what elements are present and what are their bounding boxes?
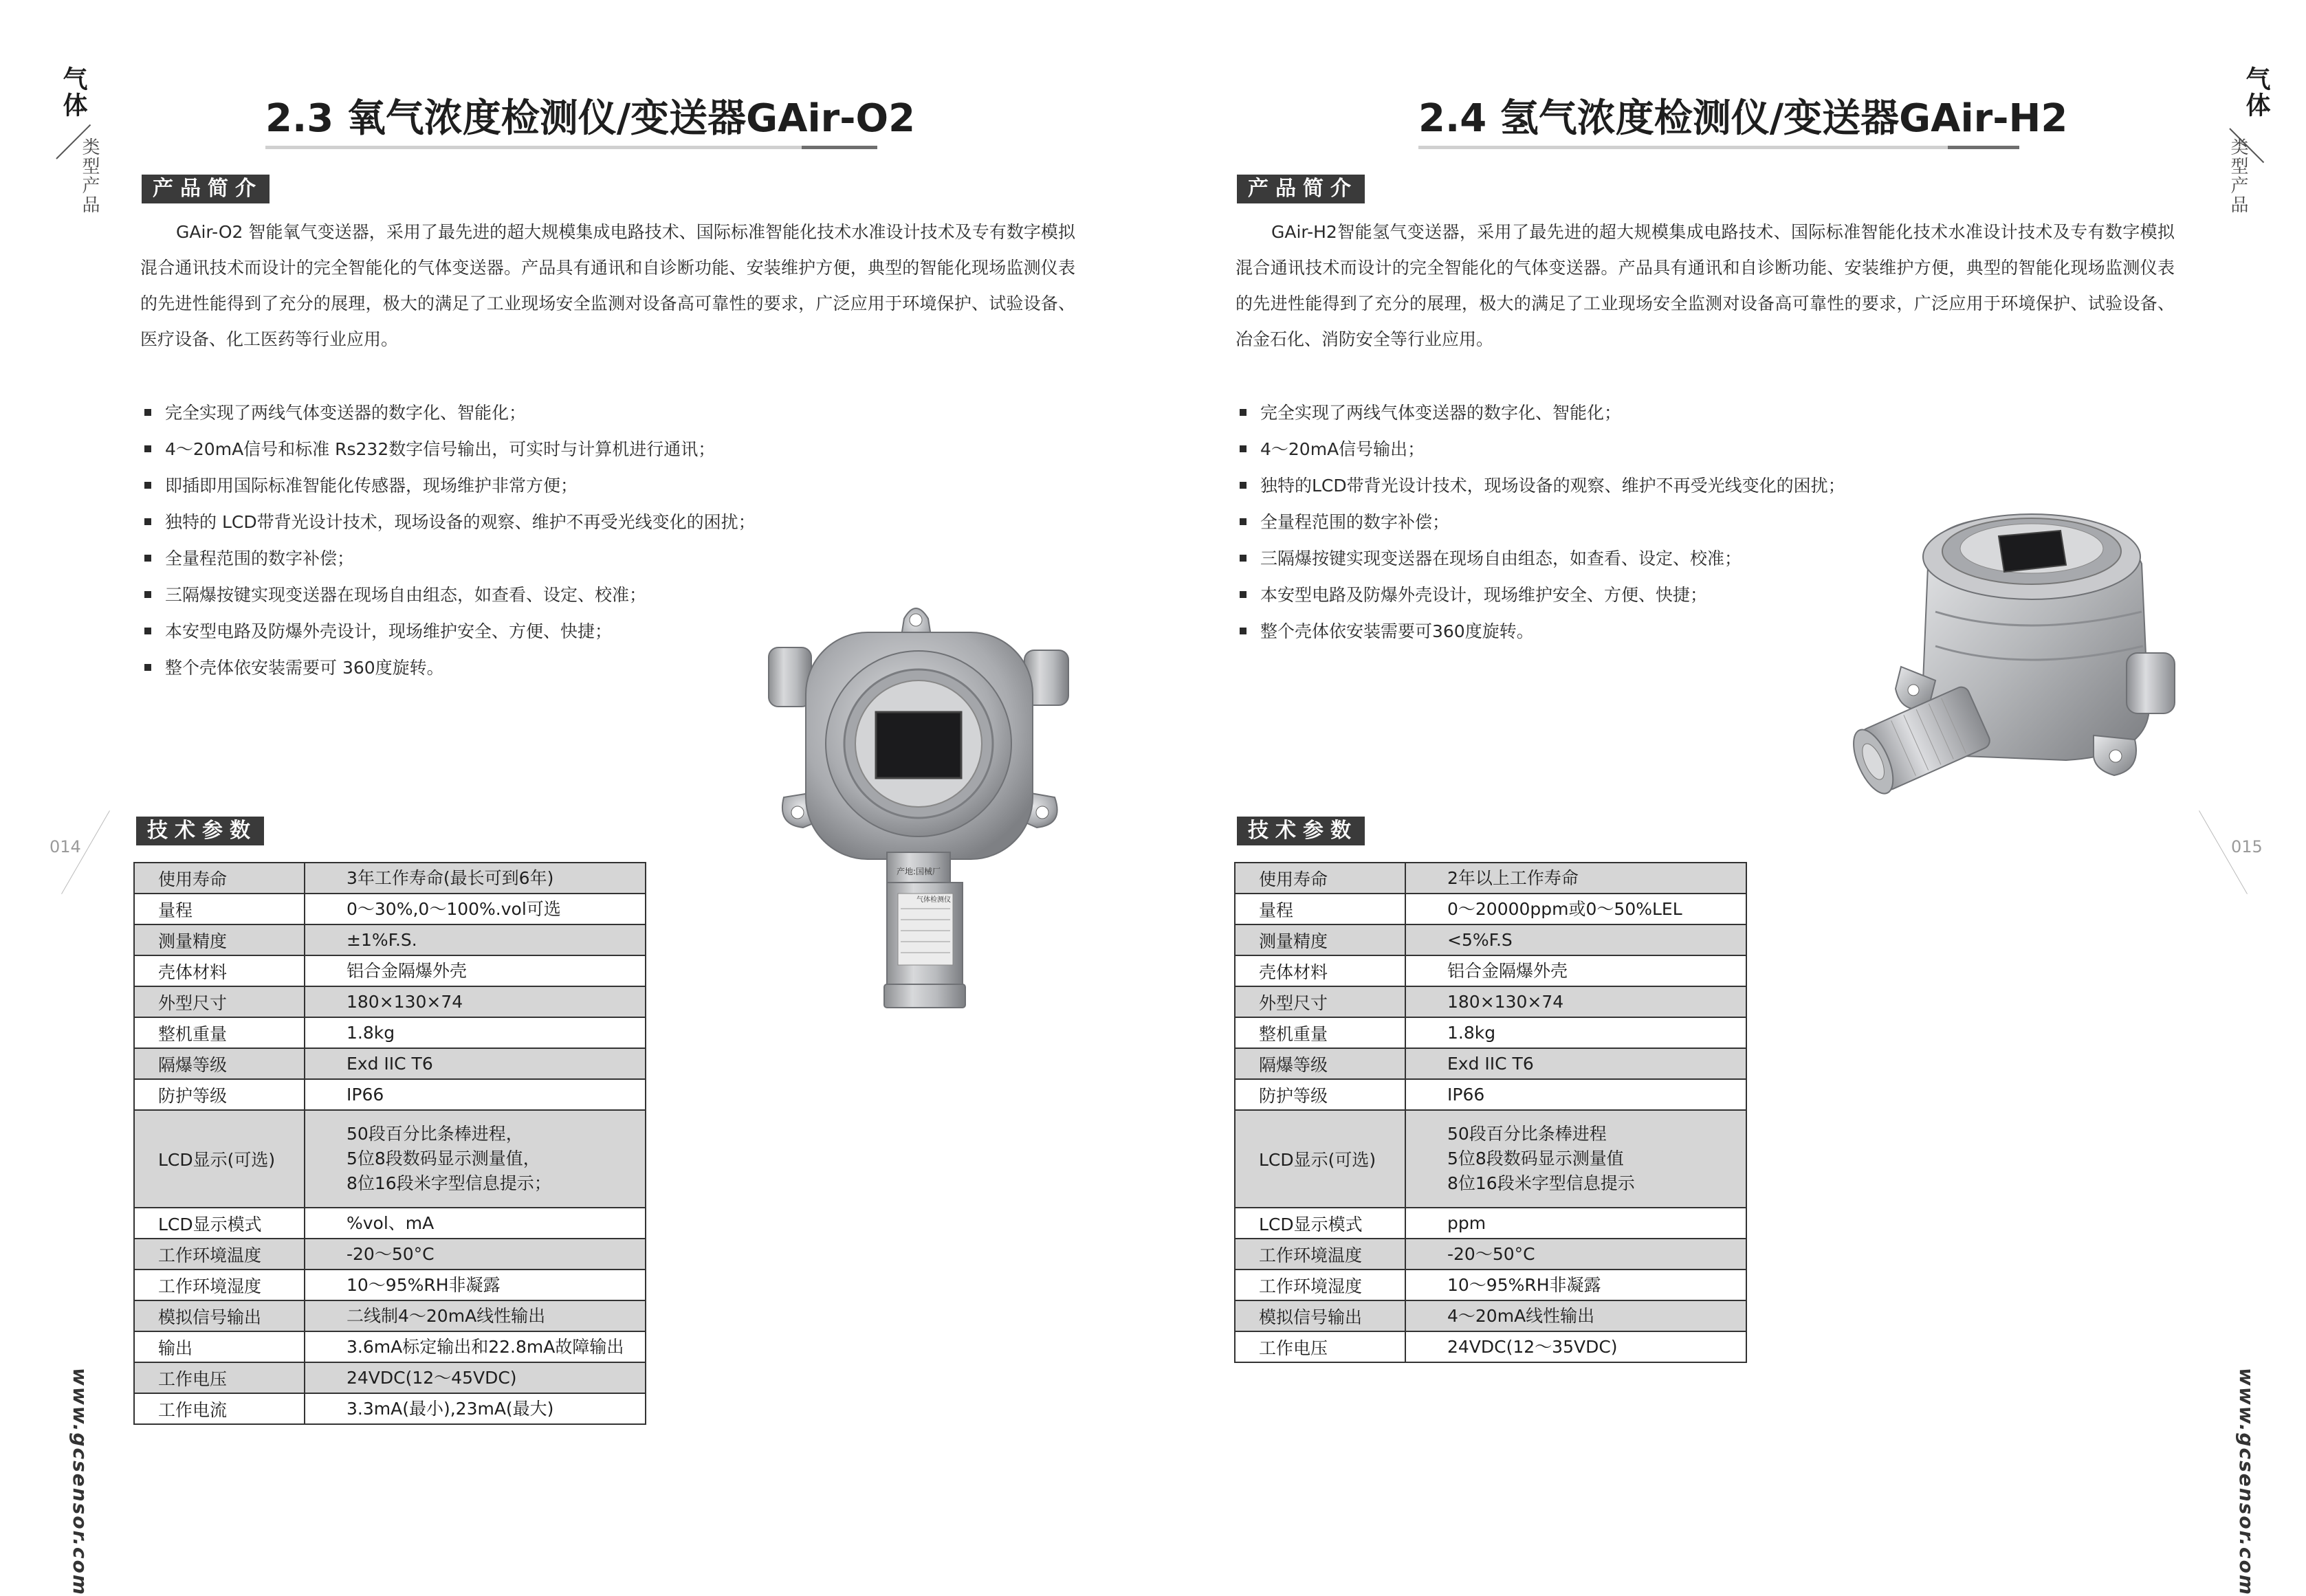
spec-value: ±1%F.S. bbox=[305, 924, 646, 955]
bullet-square-icon bbox=[1240, 628, 1247, 634]
spec-key: 外型尺寸 bbox=[134, 986, 305, 1017]
bullet-square-icon bbox=[144, 482, 151, 489]
feature-item bbox=[140, 540, 756, 577]
feature-text: 独特的 LCD带背光设计技术，现场设备的观察、维护不再受光线变化的困扰； bbox=[165, 512, 756, 532]
spec-row bbox=[1235, 924, 1746, 955]
spec-value: 24VDC(12～35VDC) bbox=[1405, 1331, 1746, 1362]
spec-row bbox=[1235, 986, 1746, 1017]
product-name-label: 气体检测仪 bbox=[916, 896, 951, 904]
feature-item bbox=[1236, 395, 1845, 431]
feature-list bbox=[1236, 395, 1845, 650]
spec-value bbox=[305, 1110, 646, 1208]
spec-badge: 技术参数 bbox=[136, 817, 264, 845]
spec-key: 使用寿命 bbox=[1235, 863, 1405, 894]
right-page bbox=[1153, 0, 2306, 1596]
spec-row bbox=[134, 1393, 646, 1424]
spec-row bbox=[134, 894, 646, 924]
spec-row bbox=[1235, 955, 1746, 986]
spec-row bbox=[134, 924, 646, 955]
feature-item bbox=[140, 577, 756, 613]
side-url: www.gcsensor.com bbox=[2235, 1368, 2258, 1596]
spec-value: 二线制4～20mA线性输出 bbox=[305, 1300, 646, 1331]
bullet-square-icon bbox=[144, 591, 151, 598]
spec-key: 模拟信号输出 bbox=[134, 1300, 305, 1331]
feature-text: 即插即用国际标准智能化传感器，现场维护非常方便； bbox=[165, 476, 578, 496]
spec-key: 隔爆等级 bbox=[1235, 1048, 1405, 1079]
feature-item bbox=[1236, 540, 1845, 577]
spec-row bbox=[1235, 1300, 1746, 1331]
page-number: 015 bbox=[2231, 837, 2263, 856]
spec-key: LCD显示(可选) bbox=[1235, 1110, 1405, 1208]
bullet-square-icon bbox=[1240, 409, 1247, 416]
bullet-square-icon bbox=[1240, 591, 1247, 598]
spec-value-line: 5位8段数码显示测量值 bbox=[1447, 1149, 1624, 1168]
spec-value: 0～30%,0～100%.vol可选 bbox=[305, 894, 646, 924]
spec-key: 量程 bbox=[134, 894, 305, 924]
spec-key: 输出 bbox=[134, 1331, 305, 1362]
bullet-square-icon bbox=[144, 628, 151, 634]
spec-value: IP66 bbox=[305, 1079, 646, 1110]
spec-row bbox=[1235, 1017, 1746, 1048]
spec-row bbox=[1235, 1270, 1746, 1300]
spec-value: Exd IIC T6 bbox=[1405, 1048, 1746, 1079]
spec-table bbox=[133, 862, 646, 1425]
intro-paragraph: GAir-H2智能氢气变送器，采用了最先进的超大规模集成电路技术、国际标准智能化技术水准设计技术及专有数字模拟混合通讯技术而设计的完全智能化的气体变送器。产品具有通讯和自诊断功能、安装维护方便，典型的智能化现场监测仪表的先进性能得到了充分的展理，极大的满足了工业现场安全监测对设备高可靠性的要求，广泛应用于环境保护、试验设备、冶金石化、消防安全等行业应用。 bbox=[1236, 222, 2175, 349]
feature-item bbox=[140, 431, 756, 467]
spec-value: 180×130×74 bbox=[305, 986, 646, 1017]
feature-text: 三隔爆按键实现变送器在现场自由组态，如查看、设定、校准； bbox=[1260, 548, 1742, 568]
bullet-square-icon bbox=[144, 409, 151, 416]
spec-key: 隔爆等级 bbox=[134, 1048, 305, 1079]
spec-value: ppm bbox=[1405, 1208, 1746, 1239]
spec-key: 测量精度 bbox=[1235, 924, 1405, 955]
bullet-square-icon bbox=[1240, 445, 1247, 452]
spec-row bbox=[1235, 1331, 1746, 1362]
spec-row bbox=[134, 1048, 646, 1079]
feature-item bbox=[1236, 467, 1845, 504]
feature-item bbox=[140, 613, 756, 650]
feature-text: 完全实现了两线气体变送器的数字化、智能化； bbox=[1260, 403, 1622, 423]
feature-text: 整个壳体依安装需要可 360度旋转。 bbox=[165, 658, 444, 678]
spec-value: 0～20000ppm或0～50%LEL bbox=[1405, 894, 1746, 924]
spec-key: 模拟信号输出 bbox=[1235, 1300, 1405, 1331]
title-underline bbox=[265, 146, 877, 149]
spec-key: 工作电压 bbox=[134, 1362, 305, 1393]
spec-value-line: 8位16段米字型信息提示 bbox=[1447, 1173, 1635, 1193]
feature-text: 全量程范围的数字补偿； bbox=[1260, 512, 1450, 532]
spec-value: -20～50°C bbox=[1405, 1239, 1746, 1270]
spec-key: 使用寿命 bbox=[134, 863, 305, 894]
spec-value: 3年工作寿命(最长可到6年) bbox=[305, 863, 646, 894]
spec-key: 整机重量 bbox=[1235, 1017, 1405, 1048]
intro-badge: 产品简介 bbox=[1237, 175, 1365, 203]
spec-key: 壳体材料 bbox=[134, 955, 305, 986]
spec-row bbox=[1235, 1239, 1746, 1270]
spec-row bbox=[134, 1270, 646, 1300]
spec-row bbox=[134, 1331, 646, 1362]
spec-key: 工作环境湿度 bbox=[134, 1270, 305, 1300]
title-underline bbox=[1418, 146, 2019, 149]
spec-value: <5%F.S bbox=[1405, 924, 1746, 955]
feature-item bbox=[140, 395, 756, 431]
spec-value: 铝合金隔爆外壳 bbox=[1405, 955, 1746, 986]
bullet-square-icon bbox=[144, 555, 151, 562]
spec-value: 10～95%RH非凝露 bbox=[305, 1270, 646, 1300]
side-type-label: 类型产品 bbox=[79, 137, 100, 214]
spec-row bbox=[1235, 1208, 1746, 1239]
spec-row bbox=[1235, 1079, 1746, 1110]
spec-value: %vol、mA bbox=[305, 1208, 646, 1239]
spec-key: 防护等级 bbox=[1235, 1079, 1405, 1110]
side-url: www.gcsensor.com bbox=[69, 1368, 91, 1596]
product-image-h2 bbox=[1819, 509, 2197, 825]
bullet-square-icon bbox=[1240, 555, 1247, 562]
spec-key: 工作环境温度 bbox=[1235, 1239, 1405, 1270]
feature-text: 本安型电路及防爆外壳设计，现场维护安全、方便、快捷； bbox=[165, 621, 613, 641]
bullet-square-icon bbox=[144, 664, 151, 671]
spec-row bbox=[134, 863, 646, 894]
spec-row bbox=[1235, 863, 1746, 894]
spec-row bbox=[134, 986, 646, 1017]
feature-item bbox=[1236, 431, 1845, 467]
spec-row bbox=[134, 955, 646, 986]
spec-row bbox=[1235, 1110, 1746, 1208]
feature-text: 全量程范围的数字补偿； bbox=[165, 548, 355, 568]
bullet-square-icon bbox=[1240, 482, 1247, 489]
spec-value-line: 50段百分比条棒进程 bbox=[1447, 1124, 1607, 1144]
spec-value: 1.8kg bbox=[1405, 1017, 1746, 1048]
product-image-o2 bbox=[763, 591, 1079, 1017]
spec-key: 测量精度 bbox=[134, 924, 305, 955]
feature-item bbox=[140, 467, 756, 504]
feature-item bbox=[1236, 504, 1845, 540]
spec-row bbox=[134, 1110, 646, 1208]
spec-value: 铝合金隔爆外壳 bbox=[305, 955, 646, 986]
spec-value: 24VDC(12～45VDC) bbox=[305, 1362, 646, 1393]
spec-value: Exd IIC T6 bbox=[305, 1048, 646, 1079]
spec-key: 整机重量 bbox=[134, 1017, 305, 1048]
feature-text: 完全实现了两线气体变送器的数字化、智能化； bbox=[165, 403, 527, 423]
feature-text: 三隔爆按键实现变送器在现场自由组态，如查看、设定、校准； bbox=[165, 585, 647, 605]
spec-value: 180×130×74 bbox=[1405, 986, 1746, 1017]
spec-value: IP66 bbox=[1405, 1079, 1746, 1110]
spec-key: LCD显示模式 bbox=[134, 1208, 305, 1239]
spec-key: 工作电流 bbox=[134, 1393, 305, 1424]
spec-row bbox=[134, 1300, 646, 1331]
bullet-square-icon bbox=[144, 518, 151, 525]
side-category: 气体 bbox=[2242, 66, 2270, 118]
feature-list bbox=[140, 395, 756, 686]
intro-badge: 产品简介 bbox=[142, 175, 270, 203]
intro-paragraph: GAir-O2 智能氧气变送器，采用了最先进的超大规模集成电路技术、国际标准智能化技术水准设计技术及专有数字模拟混合通讯技术而设计的完全智能化的气体变送器。产品具有通讯和自诊断功能、安装维护方便，典型的智能化现场监测仪表的先进性能得到了充分的展理，极大的满足了工业现场安全监测对设备高可靠性的要求，广泛应用于环境保护、试验设备、医疗设备、化工医药等行业应用。 bbox=[140, 222, 1075, 349]
page-title: 2.3 氧气浓度检测仪/变送器GAir-O2 bbox=[265, 96, 916, 141]
spec-row bbox=[134, 1208, 646, 1239]
spec-key: 壳体材料 bbox=[1235, 955, 1405, 986]
intro-text bbox=[1236, 214, 2175, 357]
spec-row bbox=[1235, 1048, 1746, 1079]
spec-value: 4～20mA线性输出 bbox=[1405, 1300, 1746, 1331]
feature-item bbox=[1236, 613, 1845, 650]
spec-value: 10～95%RH非凝露 bbox=[1405, 1270, 1746, 1300]
spec-row bbox=[134, 1017, 646, 1048]
feature-text: 本安型电路及防爆外壳设计，现场维护安全、方便、快捷； bbox=[1260, 585, 1708, 605]
feature-item bbox=[140, 504, 756, 540]
feature-text: 整个壳体依安装需要可360度旋转。 bbox=[1260, 621, 1534, 641]
spec-key: 量程 bbox=[1235, 894, 1405, 924]
spec-value-line: 50段百分比条棒进程， bbox=[347, 1124, 523, 1144]
spec-value-line: 8位16段米字型信息提示； bbox=[347, 1173, 551, 1193]
spec-value: 2年以上工作寿命 bbox=[1405, 863, 1746, 894]
spec-key: 防护等级 bbox=[134, 1079, 305, 1110]
bullet-square-icon bbox=[1240, 518, 1247, 525]
spec-value bbox=[1405, 1110, 1746, 1208]
spec-row bbox=[1235, 894, 1746, 924]
spec-badge: 技术参数 bbox=[1237, 817, 1365, 845]
feature-text: 4～20mA信号和标准 Rs232数字信号输出，可实时与计算机进行通讯； bbox=[165, 439, 716, 459]
spec-table bbox=[1234, 862, 1747, 1363]
bullet-square-icon bbox=[144, 445, 151, 452]
feature-text: 4～20mA信号输出； bbox=[1260, 439, 1425, 459]
spec-key: 工作电压 bbox=[1235, 1331, 1405, 1362]
spec-value: 3.3mA(最小),23mA(最大) bbox=[305, 1393, 646, 1424]
product-maker-label: 产地:国械厂 bbox=[896, 867, 941, 876]
feature-text: 独特的LCD带背光设计技术，现场设备的观察、维护不再受光线变化的困扰； bbox=[1260, 476, 1845, 496]
spec-row bbox=[134, 1239, 646, 1270]
page-number: 014 bbox=[50, 837, 81, 856]
page-title: 2.4 氢气浓度检测仪/变送器GAir-H2 bbox=[1418, 96, 2068, 141]
feature-item bbox=[140, 650, 756, 686]
spec-value-line: 5位8段数码显示测量值， bbox=[347, 1149, 540, 1168]
spec-row bbox=[134, 1362, 646, 1393]
side-category: 气体 bbox=[59, 66, 87, 118]
spec-key: 工作环境温度 bbox=[134, 1239, 305, 1270]
intro-text bbox=[140, 214, 1075, 357]
spec-key: 工作环境湿度 bbox=[1235, 1270, 1405, 1300]
spec-value: -20～50°C bbox=[305, 1239, 646, 1270]
spec-row bbox=[134, 1079, 646, 1110]
spec-key: LCD显示模式 bbox=[1235, 1208, 1405, 1239]
spec-key: 外型尺寸 bbox=[1235, 986, 1405, 1017]
feature-item bbox=[1236, 577, 1845, 613]
spec-key: LCD显示(可选) bbox=[134, 1110, 305, 1208]
side-type-label: 类型产品 bbox=[2228, 137, 2248, 214]
spec-value: 1.8kg bbox=[305, 1017, 646, 1048]
spec-value: 3.6mA标定输出和22.8mA故障输出 bbox=[305, 1331, 646, 1362]
